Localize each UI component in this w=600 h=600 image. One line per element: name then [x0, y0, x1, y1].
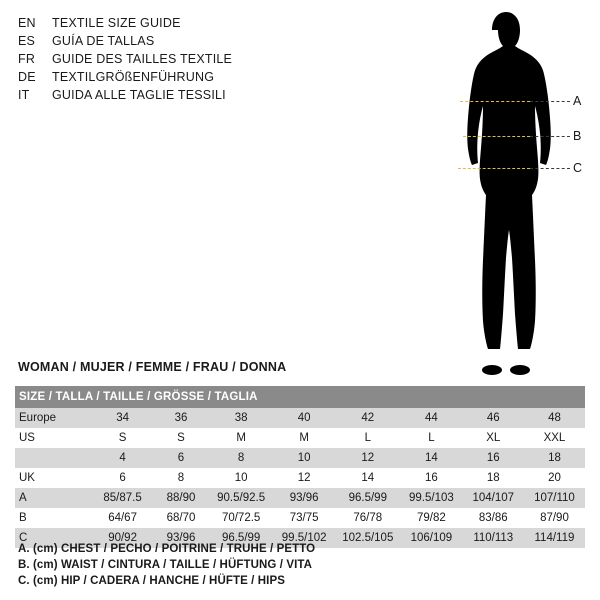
cell-us-1: S [153, 428, 210, 448]
cell-usnum-0: 4 [93, 448, 153, 468]
section-title-woman: WOMAN / MUJER / FEMME / FRAU / DONNA [18, 360, 287, 374]
cell-a-3: 93/96 [273, 488, 335, 508]
cell-b-2: 70/72.5 [209, 508, 273, 528]
cell-a-2: 90.5/92.5 [209, 488, 273, 508]
cell-b-6: 83/86 [463, 508, 524, 528]
legend-text-it: GUIDA ALLE TAGLIE TESSILI [52, 88, 226, 102]
cell-uk-5: 16 [400, 468, 462, 488]
measure-line-b-ext [530, 136, 570, 137]
cell-us-2: M [209, 428, 273, 448]
measure-line-a-ext [530, 101, 570, 102]
table-row [15, 408, 585, 428]
cell-us-5: L [400, 428, 462, 448]
cell-b-4: 76/78 [335, 508, 400, 528]
cell-uk-7: 20 [524, 468, 585, 488]
legend-code-de: DE [18, 70, 36, 84]
cell-usnum-3: 10 [273, 448, 335, 468]
cell-uk-4: 14 [335, 468, 400, 488]
size-table [15, 386, 585, 548]
cell-c-0: 90/92 [93, 528, 153, 548]
cell-usnum-5: 14 [400, 448, 462, 468]
row-label-c: C [15, 528, 93, 548]
table-row [15, 428, 585, 448]
cell-c-2: 96.5/99 [209, 528, 273, 548]
cell-c-5: 106/109 [400, 528, 462, 548]
note-c: C. (cm) HIP / CADERA / HANCHE / HÜFTE / HIPS [18, 575, 286, 587]
cell-usnum-7: 18 [524, 448, 585, 468]
legend-row-en [18, 16, 318, 34]
cell-europe-7: 48 [524, 408, 585, 428]
cell-a-6: 104/107 [463, 488, 524, 508]
legend-code-it: IT [18, 88, 30, 102]
cell-europe-2: 38 [209, 408, 273, 428]
cell-usnum-2: 8 [209, 448, 273, 468]
table-header-label: SIZE / TALLA / TAILLE / GRÖSSE / TAGLIA [19, 391, 258, 403]
cell-a-0: 85/87.5 [93, 488, 153, 508]
measure-line-c-ext [530, 168, 570, 169]
cell-uk-1: 8 [153, 468, 210, 488]
cell-europe-1: 36 [153, 408, 210, 428]
cell-a-1: 88/90 [153, 488, 210, 508]
measure-line-a-body [460, 101, 530, 102]
cell-europe-6: 46 [463, 408, 524, 428]
cell-us-3: M [273, 428, 335, 448]
legend-row-de [18, 70, 318, 88]
measure-line-c-body [458, 168, 530, 169]
cell-b-5: 79/82 [400, 508, 462, 528]
cell-c-6: 110/113 [463, 528, 524, 548]
legend-text-fr: GUIDE DES TAILLES TEXTILE [52, 52, 233, 66]
cell-a-4: 96.5/99 [335, 488, 400, 508]
row-label-b: B [15, 508, 93, 528]
table-row [15, 468, 585, 488]
cell-uk-6: 18 [463, 468, 524, 488]
cell-usnum-1: 6 [153, 448, 210, 468]
legend-row-es [18, 34, 318, 52]
cell-us-6: XL [463, 428, 524, 448]
legend-code-fr: FR [18, 52, 36, 66]
cell-usnum-4: 12 [335, 448, 400, 468]
cell-b-0: 64/67 [93, 508, 153, 528]
cell-uk-2: 10 [209, 468, 273, 488]
row-label-uk: UK [15, 468, 93, 488]
cell-europe-4: 42 [335, 408, 400, 428]
cell-c-4: 102.5/105 [335, 528, 400, 548]
legend-text-de: TEXTILGRÖßENFÜHRUNG [52, 70, 215, 84]
note-a: A. (cm) CHEST / PECHO / POITRINE / TRUHE / PETTO [18, 543, 316, 555]
language-legend [18, 16, 318, 106]
legend-text-es: GUÍA DE TALLAS [52, 34, 155, 48]
cell-c-7: 114/119 [524, 528, 585, 548]
legend-text-en: TEXTILE SIZE GUIDE [52, 16, 181, 30]
row-label-us: US [15, 428, 93, 448]
legend-row-fr [18, 52, 318, 70]
size-table-wrapper [15, 386, 585, 548]
cell-a-7: 107/110 [524, 488, 585, 508]
cell-us-0: S [93, 428, 153, 448]
measure-label-b: B [573, 129, 582, 143]
cell-europe-3: 40 [273, 408, 335, 428]
measure-label-a: A [573, 94, 582, 108]
table-row [15, 488, 585, 508]
measurement-notes [18, 541, 578, 589]
cell-c-1: 93/96 [153, 528, 210, 548]
cell-uk-3: 12 [273, 468, 335, 488]
cell-europe-0: 34 [93, 408, 153, 428]
legend-code-es: ES [18, 34, 36, 48]
note-b: B. (cm) WAIST / CINTURA / TAILLE / HÜFTUNG / VITA [18, 559, 313, 571]
cell-europe-5: 44 [400, 408, 462, 428]
legend-code-en: EN [18, 16, 36, 30]
row-label-europe: Europe [15, 408, 93, 428]
cell-usnum-6: 16 [463, 448, 524, 468]
cell-us-4: L [335, 428, 400, 448]
measure-line-b-body [463, 136, 530, 137]
cell-uk-0: 6 [93, 468, 153, 488]
table-row [15, 508, 585, 528]
cell-a-5: 99.5/103 [400, 488, 462, 508]
table-row [15, 448, 585, 468]
cell-us-7: XXL [524, 428, 585, 448]
cell-c-3: 99.5/102 [273, 528, 335, 548]
cell-b-1: 68/70 [153, 508, 210, 528]
body-silhouette-icon [430, 8, 590, 378]
cell-b-3: 73/75 [273, 508, 335, 528]
cell-b-7: 87/90 [524, 508, 585, 528]
table-header-row [15, 386, 585, 408]
measure-label-c: C [573, 161, 583, 175]
row-label-us-numeric [15, 448, 93, 468]
female-silhouette-figure [430, 8, 590, 378]
row-label-a: A [15, 488, 93, 508]
legend-row-it [18, 88, 318, 106]
